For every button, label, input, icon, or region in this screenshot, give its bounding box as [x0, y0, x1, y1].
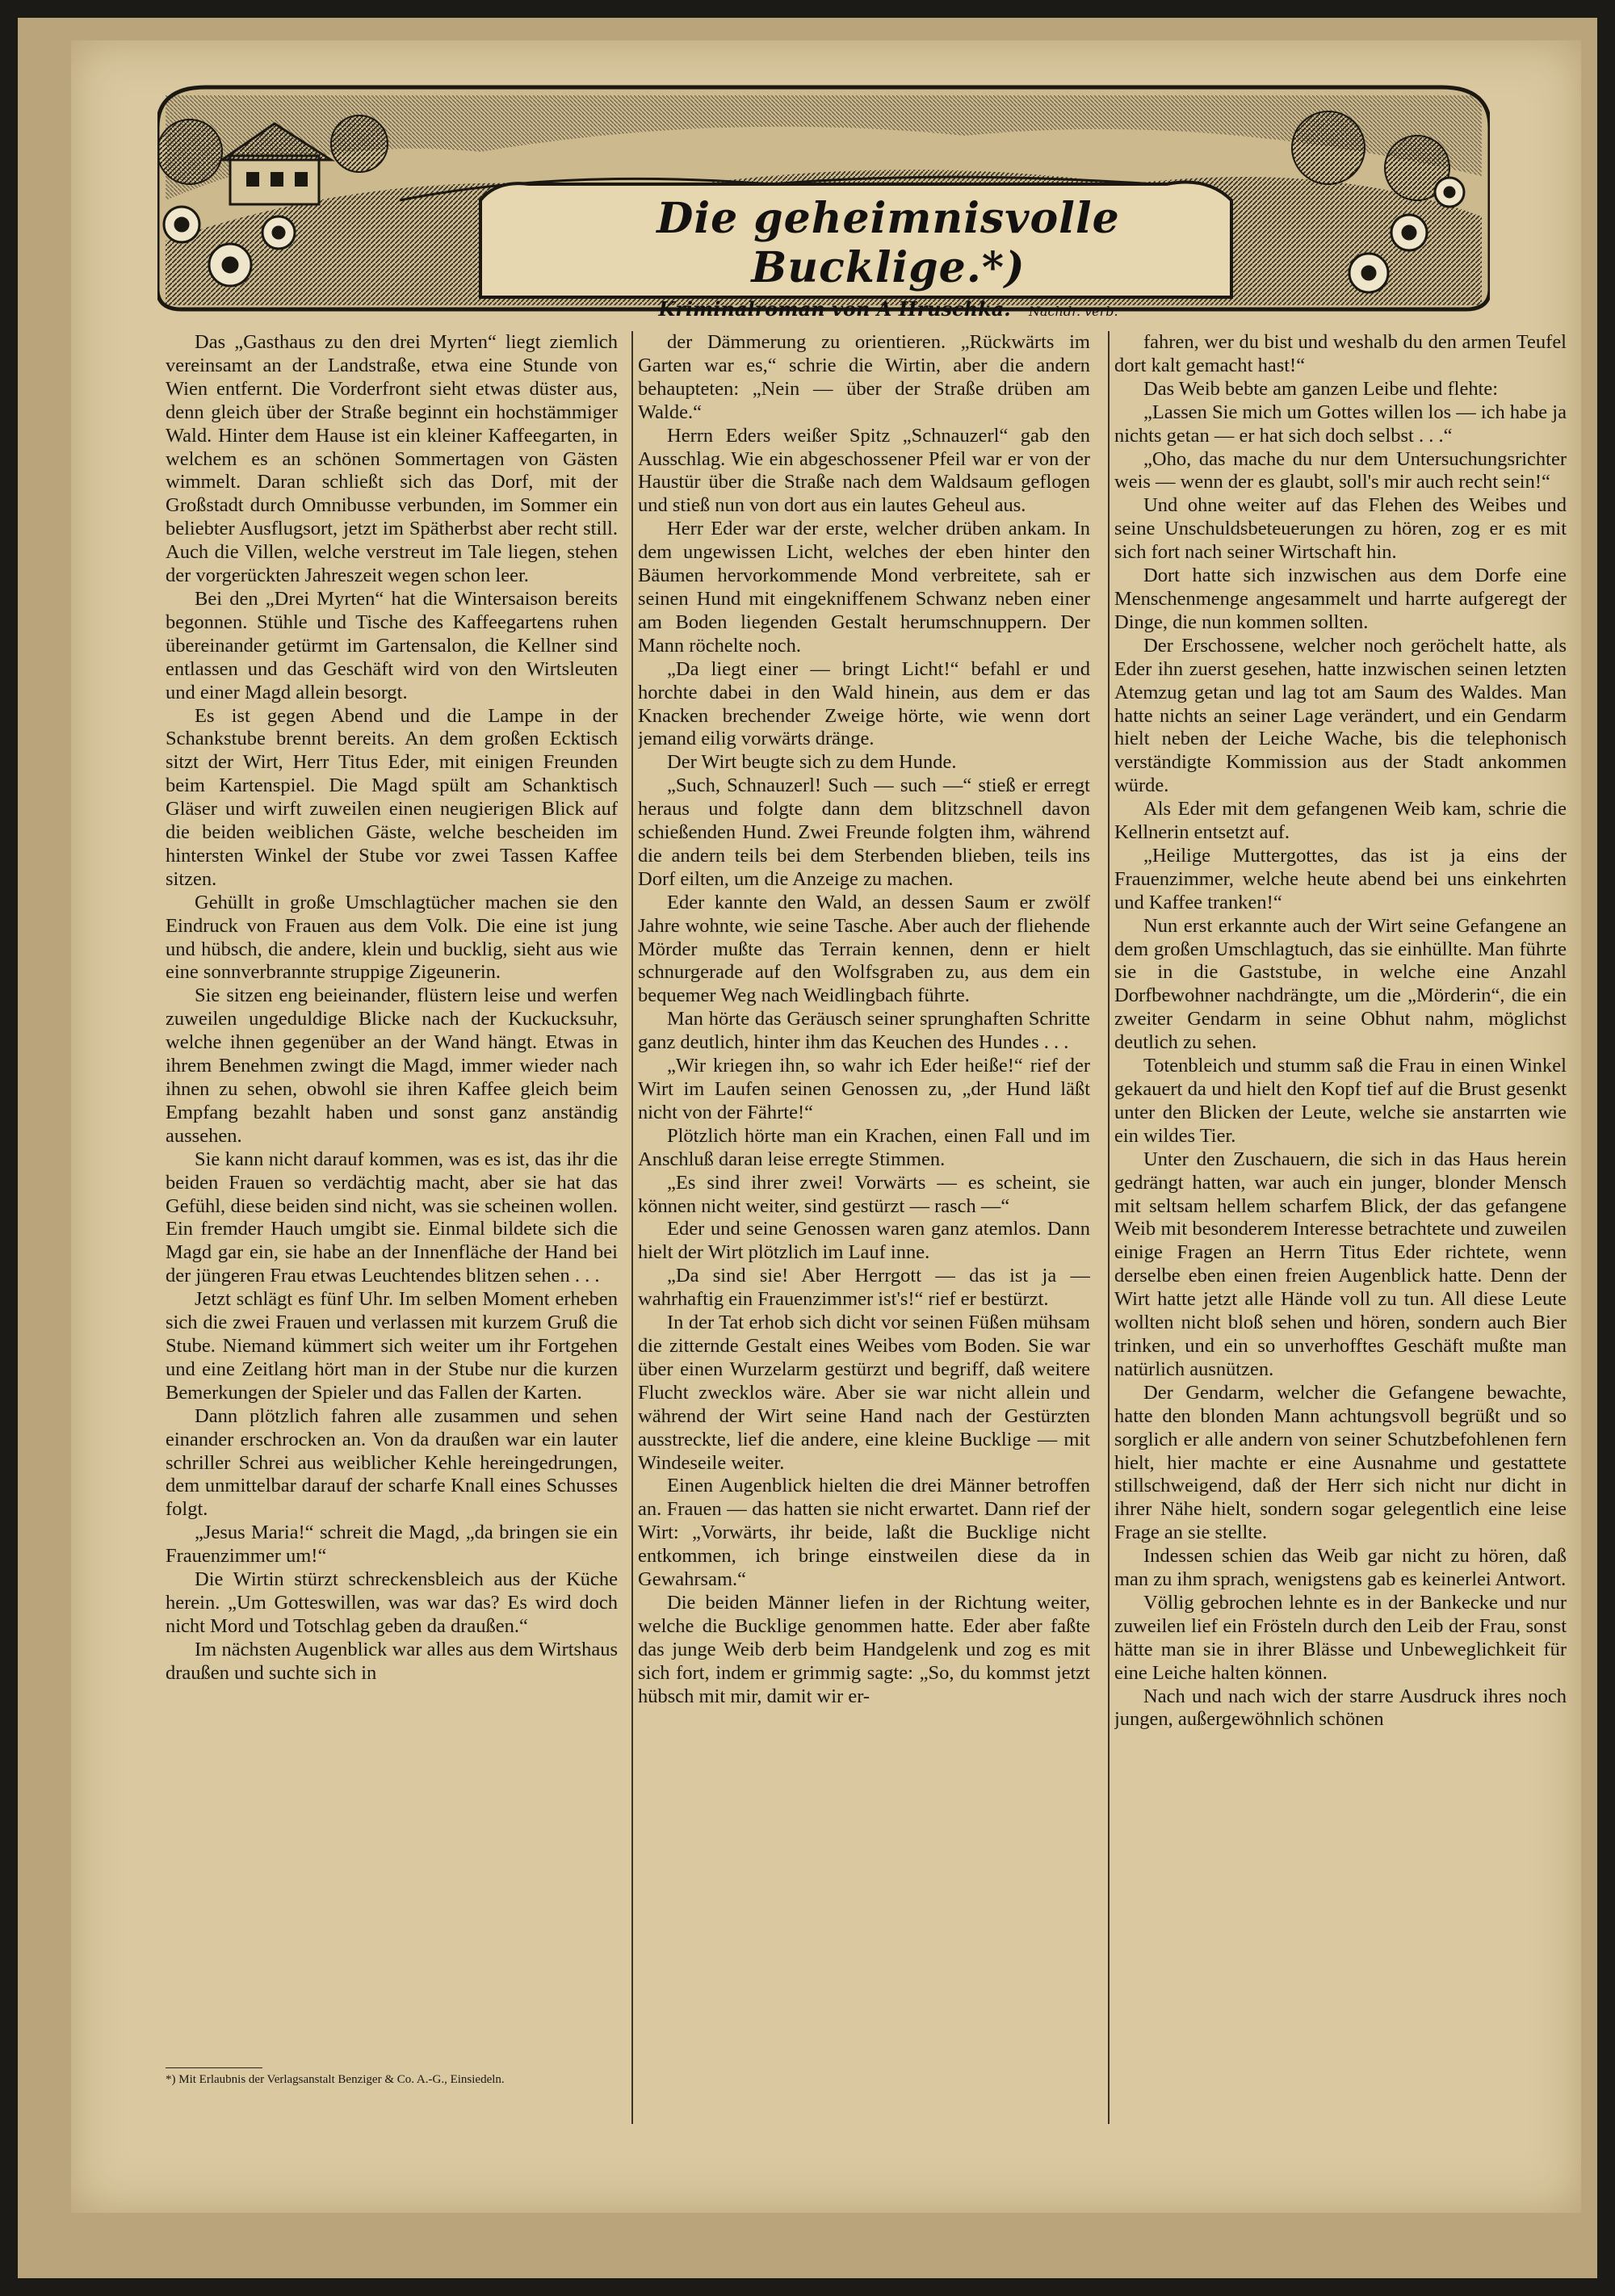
footnote-divider	[166, 2067, 262, 2068]
paragraph: Herrn Eders weißer Spitz „Schnauzerl“ gab den Ausschlag. Wie ein abgeschossener Pfeil war er von der Haustür über die Straße nach dem Waldsaum geflogen und stieß nun von dort aus ein lautes Geheul aus.	[638, 424, 1090, 517]
paragraph: Indessen schien das Weib gar nicht zu hören, daß man zu ihm sprach, wenigstens gab es keinerlei Antwort.	[1114, 1545, 1567, 1591]
article-body	[166, 331, 1571, 2108]
paragraph: Sie kann nicht darauf kommen, was es ist, das ihr die beiden Frauen so verdächtig macht, aber sie hat das Gefühl, diese beiden sind nicht, was sie scheinen wollen. Ein fremder Hauch umgibt sie. Einmal bildete sich die Magd gar ein, sie habe an der Innenfläche der Hand bei der jüngeren Frau etwas Leuchtendes blitzen sehen . . .	[166, 1148, 618, 1287]
paragraph: Die Wirtin stürzt schreckensbleich aus der Küche herein. „Um Gotteswillen, was war das? Es wird doch nicht Mord und Totschlag geben da draußen.“	[166, 1568, 618, 1637]
paragraph: Die beiden Männer liefen in der Richtung weiter, welche die Bucklige genommen hatte. Eder aber faßte das junge Weib derb beim Handgelenk und zog es mit sich fort, indem er grimmig sagte: „So, du kommst jetzt hübsch mit mir, damit wir er-	[638, 1591, 1090, 1707]
text-column-1	[166, 331, 618, 2108]
paragraph: Der Erschossene, welcher noch geröchelt hatte, als Eder ihn zuerst gesehen, hatte inzwischen seinen letzten Atemzug getan und lag tot am Saum des Waldes. Man hatte nichts an seiner Lage verändert, und ein Gendarm hielt neben der Leiche Wache, bis die telephonisch verständigte Kommission aus der Stadt ankommen würde.	[1114, 634, 1567, 797]
article-title: Die geheimnisvolle Bucklige.*)	[656, 194, 1120, 292]
paragraph: In der Tat erhob sich dicht vor seinen Füßen mühsam die zitternde Gestalt eines Weibes vom Boden. Sie war über einen Wurzelarm gestürzt und begriff, daß weitere Flucht zwecklos wäre. Aber sie war nicht allein und während der Wirt seine Hand nach der Gestürzten ausstreckte, lief die andere, eine kleine Bucklige — mit Windeseile weiter.	[638, 1312, 1090, 1474]
reprint-note: Nachdr. verb.	[1029, 304, 1118, 319]
paragraph: Nach und nach wich der starre Ausdruck ihres noch jungen, außergewöhnlich schönen	[1114, 1685, 1567, 1731]
paragraph: „Lassen Sie mich um Gottes willen los — ich habe ja nichts getan — er hat sich doch selbst . . .“	[1114, 401, 1567, 447]
paragraph: Nun erst erkannte auch der Wirt seine Gefangene an dem großen Umschlagtuch, das sie einhüllte. Man führte sie in die Gaststube, in welche eine Anzahl Dorfbewohner nachdrängte, um die „Mörderin“, die ein zweiter Gendarm in seine Obhut nahm, möglichst deutlich zu sehen.	[1114, 914, 1567, 1054]
paragraph: „Heilige Muttergottes, das ist ja eins der Frauenzimmer, welche heute abend bei uns einkehrten und Kaffee tranken!“	[1114, 844, 1567, 913]
paragraph: Der Wirt beugte sich zu dem Hunde.	[667, 751, 957, 774]
paragraph: Jetzt schlägt es fünf Uhr. Im selben Moment erheben sich die zwei Frauen und verlassen mit kurzem Gruß die Stube. Niemand kümmert sich weiter um ihr Fortgehen und eine Zeitlang hört man in der Stube nur die kurzen Bemerkungen der Spieler und das Fallen der Karten.	[166, 1288, 618, 1404]
paragraph: Das „Gasthaus zu den drei Myrten“ liegt ziemlich vereinsamt an der Landstraße, etwa eine Stunde von Wien entfernt. Die Vorderfront sieht etwas düster aus, denn gleich über der Straße beginnt ein hochstämmiger Wald. Hinter dem Hause ist ein kleiner Kaffeegarten, in welchem es an schönen Sommertagen von Gästen wimmelt. Daran schließt sich das Dorf, mit der Großstadt durch Omnibusse verbunden, im Sommer ein beliebter Ausflugsort, jetzt im Spätherbst aber recht still. Auch die Villen, welche verstreut im Tale liegen, stehen der vorgerückten Jahreszeit wegen schon leer.	[166, 331, 618, 587]
paragraph: fahren, wer du bist und weshalb du den armen Teufel dort kalt gemacht hast!“	[1114, 331, 1567, 376]
paragraph: Einen Augenblick hielten die drei Männer betroffen an. Frauen — das hatten sie nicht erwartet. Dann rief der Wirt: „Vorwärts, ihr beide, laßt die Bucklige nicht entkommen, ich bringe einstweilen diese da in Gewahrsam.“	[638, 1475, 1090, 1591]
paragraph: „Da liegt einer — bringt Licht!“ befahl er und horchte dabei in den Wald hinein, aus dem er das Knacken brechender Zweige hörte, wie wenn dort jemand eilig vorwärts dränge.	[638, 657, 1090, 750]
paragraph: Herr Eder war der erste, welcher drüben ankam. In dem ungewissen Licht, welches der eben hinter den Bäumen hervorkommende Mond verbreitete, sah er seinen Hund mit eingekniffenem Schwanz neben einer am Boden liegenden Gestalt herumschnuppern. Der Mann röchelte noch.	[638, 518, 1090, 657]
paragraph: Eder kannte den Wald, an dessen Saum er zwölf Jahre wohnte, wie seine Tasche. Aber auch der fliehende Mörder mußte das Terrain kennen, denn er hielt schnurgerade auf den Wolfsgraben zu, aus dem ein bequemer Weg nach Weidlingbach führte.	[638, 891, 1090, 1007]
paragraph: „Jesus Maria!“ schreit die Magd, „da bringen sie ein Frauenzimmer um!“	[166, 1522, 618, 1568]
author-line: Kriminalroman von A Hruschka.	[658, 297, 1011, 321]
paragraph: Völlig gebrochen lehnte es in der Bankecke und nur zuweilen lief ein Frösteln durch den Leib der Frau, sonst hätte man sie in ihrer Blässe und Unbeweglichkeit für eine Leiche halten können.	[1114, 1591, 1567, 1684]
paragraph: „Es sind ihrer zwei! Vorwärts — es scheint, sie können nicht weiter, sind gestürzt — rasch —“	[638, 1171, 1090, 1217]
paragraph: Sie sitzen eng beieinander, flüstern leise und werfen zuweilen ungeduldige Blicke nach der Kuckucksuhr, welche ihnen gegenüber an der Wand hängt. Etwas in ihrem Benehmen zwingt die Magd, immer wieder nach ihnen zu sehen, obwohl sie ihren Kaffee gleich beim Empfang bezahlt haben und sonst ganz anständig aussehen.	[166, 984, 618, 1147]
paragraph: Eder und seine Genossen waren ganz atemlos. Dann hielt der Wirt plötzlich im Lauf inne.	[638, 1218, 1090, 1264]
paragraph: Im nächsten Augenblick war alles aus dem Wirtshaus draußen und suchte sich in	[166, 1638, 618, 1684]
paragraph: „Da sind sie! Aber Herrgott — das ist ja — wahrhaftig ein Frauenzimmer ist's!“ rief er bestürzt.	[638, 1265, 1090, 1311]
paragraph: „Such, Schnauzerl! Such — such —“ stieß er erregt heraus und folgte dann dem blitzschnell davon schießenden Hund. Zwei Freunde folgten ihm, während die andern teils bei dem Sterbenden blieben, teils ins Dorf eilten, um die Anzeige zu machen.	[638, 774, 1090, 890]
text-column-3	[1114, 331, 1567, 2108]
paragraph: Der Gendarm, welcher die Gefangene bewachte, hatte den blonden Mann achtungsvoll begrüßt und so sorglich er alle andern von seiner Schutzbefohlenen fern hielt, hier machte er eine Ausnahme und gestattete stillschweigend, daß der Herr sich nicht nur dicht in ihrer Nähe hielt, sondern sogar gelegentlich eine leise Frage an sie stellte.	[1114, 1381, 1567, 1544]
paragraph: Und ohne weiter auf das Flehen des Weibes und seine Unschuldsbeteuerungen zu hören, zog er es mit sich fort nach seiner Wirtschaft hin.	[1114, 494, 1567, 564]
paragraph: „Wir kriegen ihn, so wahr ich Eder heiße!“ rief der Wirt im Laufen seinen Genossen zu, „der Hund läßt nicht von der Fährte!“	[638, 1055, 1090, 1123]
article-subtitle	[525, 297, 1252, 321]
paragraph: „Oho, das mache du nur dem Untersuchungsrichter weis — wenn der es glaubt, soll's mir auch recht sein!“	[1114, 447, 1567, 493]
paragraph: Das Weib bebte am ganzen Leibe und flehte:	[1143, 377, 1499, 400]
paragraph: Als Eder mit dem gefangenen Weib kam, schrie die Kellnerin entsetzt auf.	[1114, 798, 1567, 844]
footnote: *) Mit Erlaubnis der Verlagsanstalt Benziger & Co. A.-G., Einsiedeln.	[166, 2073, 505, 2086]
article-header	[525, 194, 1252, 321]
paragraph: Plötzlich hörte man ein Krachen, einen Fall und im Anschluß daran leise erregte Stimmen.	[638, 1124, 1090, 1170]
paragraph: Es ist gegen Abend und die Lampe in der Schankstube brennt bereits. An dem großen Ecktisch sitzt der Wirt, Herr Titus Eder, mit einigen Freunden beim Kartenspiel. Die Magd spült am Schanktisch Gläser und wirft zuweilen einen neugierigen Blick auf die beiden weiblichen Gäste, welche bescheiden im hintersten Winkel der Stube vor zwei Tassen Kaffee sitzen.	[166, 704, 618, 890]
paragraph: Totenbleich und stumm saß die Frau in einen Winkel gekauert da und hielt den Kopf tief auf die Brust gesenkt unter den Blicken der Leute, welche sie anstarrten wie ein wildes Tier.	[1114, 1055, 1567, 1147]
paragraph: Unter den Zuschauern, die sich in das Haus herein gedrängt hatten, war auch ein junger, blonder Mensch mit seltsam hellem scharfem Blick, der das gefangene Weib mit besonderem Interesse betrachtete und zuweilen einige Fragen an Herrn Titus Eder richtete, wenn derselbe eben einen freien Augenblick hatte. Denn der Wirt hatte jetzt alle Hände voll zu tun. All diese Leute wollten nicht bloß sehen und hören, sondern auch Bier trinken, und ein so unverhofftes Geschäft mußte man natürlich ausnützen.	[1114, 1148, 1567, 1380]
paragraph: Gehüllt in große Umschlagtücher machen sie den Eindruck von Frauen aus dem Volk. Die eine ist jung und hübsch, die andere, klein und bucklig, sieht aus wie eine sonnverbrannte struppige Zigeunerin.	[166, 891, 618, 984]
text-column-2	[638, 331, 1090, 2108]
paragraph: Dort hatte sich inzwischen aus dem Dorfe eine Menschenmenge angesammelt und harrte aufgeregt der Dinge, die nun kommen sollten.	[1114, 565, 1567, 633]
paragraph: Man hörte das Geräusch seiner sprunghaften Schritte ganz deutlich, hinter ihm das Keuchen des Hundes . . .	[638, 1008, 1090, 1054]
paragraph: der Dämmerung zu orientieren. „Rückwärts im Garten war es,“ schrie die Wirtin, aber die andern behaupteten: „Nein — über der Straße drüben am Walde.“	[638, 331, 1090, 423]
paragraph: Dann plötzlich fahren alle zusammen und sehen einander erschrocken an. Von da draußen war ein lauter schriller Schrei aus weiblicher Kehle hereingedrungen, dem unmittelbar darauf der scharfe Knall eines Schusses folgt.	[166, 1404, 618, 1521]
paragraph: Bei den „Drei Myrten“ hat die Wintersaison bereits begonnen. Stühle und Tische des Kaffeegartens ruhen übereinander getürmt im Gartensalon, die Kellner sind entlassen und das Geschäft wird von den Wirtsleuten und einer Magd allein besorgt.	[166, 587, 618, 703]
